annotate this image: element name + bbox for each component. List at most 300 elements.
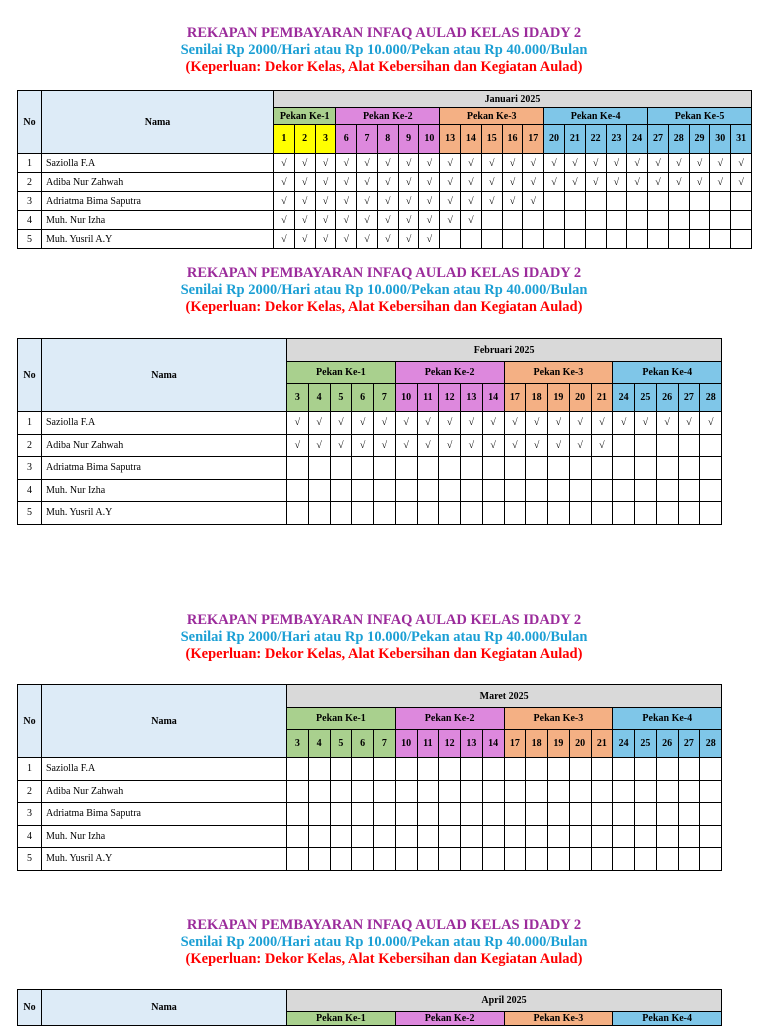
day-header: 17 <box>504 730 526 758</box>
payment-cell <box>330 825 352 848</box>
paid-check: √ <box>689 154 710 173</box>
student-name: Saziolla F.A <box>42 154 274 173</box>
payment-cell <box>678 758 700 781</box>
payment-cell <box>439 479 461 502</box>
payment-cell <box>504 502 526 525</box>
payment-cell <box>544 192 565 211</box>
payment-cell <box>635 479 657 502</box>
payment-cell <box>668 211 689 230</box>
payment-cell <box>635 457 657 480</box>
table-row <box>18 479 722 502</box>
week-header: Pekan Ke-4 <box>544 108 648 125</box>
paid-check: √ <box>548 434 570 457</box>
week-header: Pekan Ke-2 <box>395 362 504 384</box>
table-maret <box>17 684 722 871</box>
payment-cell <box>461 758 483 781</box>
row-number: 5 <box>18 502 42 525</box>
paid-check: √ <box>461 173 482 192</box>
payment-cell <box>461 479 483 502</box>
day-header: 6 <box>352 384 374 412</box>
paid-check: √ <box>274 192 295 211</box>
paid-check: √ <box>502 192 523 211</box>
day-header: 6 <box>352 730 374 758</box>
payment-cell <box>731 230 752 249</box>
day-header: 10 <box>395 384 417 412</box>
paid-check: √ <box>482 412 504 435</box>
paid-check: √ <box>439 412 461 435</box>
payment-cell <box>613 848 635 871</box>
payment-cell <box>678 780 700 803</box>
payment-cell <box>395 803 417 826</box>
day-header: 24 <box>627 125 648 154</box>
payment-cell <box>591 457 613 480</box>
day-header: 16 <box>502 125 523 154</box>
week-header: Pekan Ke-4 <box>613 708 722 730</box>
payment-cell <box>374 803 396 826</box>
payment-cell <box>504 803 526 826</box>
payment-cell <box>287 457 309 480</box>
week-header: Pekan Ke-3 <box>504 362 613 384</box>
payment-cell <box>374 758 396 781</box>
day-header: 18 <box>526 384 548 412</box>
payment-cell <box>330 758 352 781</box>
payment-cell <box>374 479 396 502</box>
paid-check: √ <box>481 192 502 211</box>
day-header: 12 <box>439 384 461 412</box>
payment-cell <box>417 803 439 826</box>
paid-check: √ <box>668 173 689 192</box>
payment-cell <box>526 848 548 871</box>
paid-check: √ <box>398 192 419 211</box>
paid-check: √ <box>591 434 613 457</box>
payment-cell <box>627 192 648 211</box>
payment-cell <box>308 502 330 525</box>
payment-cell <box>627 230 648 249</box>
payment-cell <box>287 803 309 826</box>
day-header: 14 <box>482 730 504 758</box>
payment-cell <box>417 758 439 781</box>
payment-cell <box>613 758 635 781</box>
paid-check: √ <box>315 173 336 192</box>
payment-cell <box>440 230 461 249</box>
paid-check: √ <box>377 230 398 249</box>
month-header: April 2025 <box>287 990 722 1012</box>
day-header: 24 <box>613 730 635 758</box>
paid-check: √ <box>569 412 591 435</box>
paid-check: √ <box>294 230 315 249</box>
day-header: 10 <box>395 730 417 758</box>
payment-cell <box>526 825 548 848</box>
payment-cell <box>569 780 591 803</box>
row-number: 3 <box>18 192 42 211</box>
paid-check: √ <box>585 154 606 173</box>
table-row <box>18 848 722 871</box>
row-number: 5 <box>18 230 42 249</box>
rate-text: Senilai Rp 2000/Hari atau Rp 10.000/Pekan atau Rp 40.000/Bulan <box>180 42 588 58</box>
payment-cell <box>417 848 439 871</box>
payment-cell <box>287 825 309 848</box>
payment-cell <box>656 803 678 826</box>
row-number: 4 <box>18 479 42 502</box>
week-header: Pekan Ke-1 <box>274 108 336 125</box>
payment-cell <box>569 502 591 525</box>
payment-cell <box>504 780 526 803</box>
payment-cell <box>678 825 700 848</box>
purpose-text: (Keperluan: Dekor Kelas, Alat Kebersihan dan Kegiatan Aulad) <box>185 299 583 315</box>
paid-check: √ <box>308 434 330 457</box>
paid-check: √ <box>419 173 440 192</box>
paid-check: √ <box>357 192 378 211</box>
student-name: Muh. Nur Izha <box>42 825 287 848</box>
paid-check: √ <box>731 154 752 173</box>
payment-cell <box>526 502 548 525</box>
payment-cell <box>648 211 669 230</box>
paid-check: √ <box>336 230 357 249</box>
paid-check: √ <box>481 173 502 192</box>
paid-check: √ <box>481 154 502 173</box>
paid-check: √ <box>294 211 315 230</box>
payment-cell <box>678 457 700 480</box>
payment-cell <box>700 457 722 480</box>
table-row <box>18 803 722 826</box>
payment-cell <box>330 457 352 480</box>
paid-check: √ <box>461 154 482 173</box>
day-header: 21 <box>591 730 613 758</box>
row-number: 1 <box>18 154 42 173</box>
week-header: Pekan Ke-2 <box>395 1012 504 1026</box>
payment-cell <box>308 848 330 871</box>
payment-cell <box>700 434 722 457</box>
payment-cell <box>548 479 570 502</box>
payment-cell <box>523 211 544 230</box>
paid-check: √ <box>374 412 396 435</box>
day-header: 19 <box>548 384 570 412</box>
payment-cell <box>352 825 374 848</box>
payment-cell <box>482 758 504 781</box>
col-header-no: No <box>18 990 42 1026</box>
payment-cell <box>330 780 352 803</box>
paid-check: √ <box>315 211 336 230</box>
row-number: 2 <box>18 173 42 192</box>
paid-check: √ <box>731 173 752 192</box>
day-header: 13 <box>461 384 483 412</box>
payment-cell <box>548 457 570 480</box>
paid-check: √ <box>461 434 483 457</box>
payment-cell <box>308 758 330 781</box>
payment-cell <box>308 803 330 826</box>
student-name: Saziolla F.A <box>42 758 287 781</box>
paid-check: √ <box>398 230 419 249</box>
paid-check: √ <box>710 154 731 173</box>
payment-cell <box>569 803 591 826</box>
day-header: 18 <box>526 730 548 758</box>
payment-cell <box>569 758 591 781</box>
payment-cell <box>613 479 635 502</box>
report-title: REKAPAN PEMBAYARAN INFAQ AULAD KELAS IDADY 2 <box>186 265 582 281</box>
payment-cell <box>461 780 483 803</box>
payment-cell <box>395 848 417 871</box>
paid-check: √ <box>419 211 440 230</box>
payment-cell <box>678 848 700 871</box>
payment-cell <box>439 758 461 781</box>
row-number: 3 <box>18 803 42 826</box>
payment-cell <box>544 230 565 249</box>
payment-cell <box>656 848 678 871</box>
paid-check: √ <box>419 192 440 211</box>
paid-check: √ <box>330 412 352 435</box>
day-header: 11 <box>417 730 439 758</box>
payment-cell <box>308 780 330 803</box>
payment-cell <box>352 479 374 502</box>
report-title: REKAPAN PEMBAYARAN INFAQ AULAD KELAS IDADY 2 <box>186 25 582 41</box>
paid-check: √ <box>648 154 669 173</box>
student-name: Muh. Nur Izha <box>42 479 287 502</box>
payment-cell <box>548 803 570 826</box>
report-title: REKAPAN PEMBAYARAN INFAQ AULAD KELAS IDADY 2 <box>186 612 582 628</box>
payment-cell <box>635 848 657 871</box>
payment-cell <box>482 457 504 480</box>
week-header: Pekan Ke-4 <box>613 362 722 384</box>
payment-cell <box>700 848 722 871</box>
paid-check: √ <box>398 154 419 173</box>
table-februari <box>17 338 722 525</box>
paid-check: √ <box>352 434 374 457</box>
paid-check: √ <box>357 154 378 173</box>
payment-cell <box>504 825 526 848</box>
payment-cell <box>439 457 461 480</box>
table-row <box>18 825 722 848</box>
day-header: 7 <box>374 730 396 758</box>
paid-check: √ <box>526 412 548 435</box>
paid-check: √ <box>635 412 657 435</box>
payment-cell <box>648 230 669 249</box>
payment-cell <box>439 502 461 525</box>
payment-cell <box>710 211 731 230</box>
payment-cell <box>689 211 710 230</box>
paid-check: √ <box>440 192 461 211</box>
payment-cell <box>395 825 417 848</box>
payment-cell <box>395 758 417 781</box>
paid-check: √ <box>689 173 710 192</box>
payment-cell <box>439 803 461 826</box>
day-header: 15 <box>481 125 502 154</box>
payment-cell <box>504 457 526 480</box>
payment-cell <box>591 803 613 826</box>
payment-cell <box>287 479 309 502</box>
payment-cell <box>548 758 570 781</box>
paid-check: √ <box>287 412 309 435</box>
paid-check: √ <box>439 434 461 457</box>
day-header: 26 <box>656 384 678 412</box>
paid-check: √ <box>648 173 669 192</box>
payment-cell <box>585 230 606 249</box>
payment-cell <box>481 230 502 249</box>
payment-cell <box>585 192 606 211</box>
table-row <box>18 758 722 781</box>
paid-check: √ <box>502 173 523 192</box>
payment-cell <box>504 479 526 502</box>
col-header-no: No <box>18 339 42 412</box>
payment-cell <box>482 803 504 826</box>
payment-cell <box>613 502 635 525</box>
payment-cell <box>700 825 722 848</box>
day-header: 27 <box>678 384 700 412</box>
payment-cell <box>526 758 548 781</box>
payment-cell <box>502 230 523 249</box>
payment-cell <box>656 780 678 803</box>
paid-check: √ <box>294 173 315 192</box>
rate-text: Senilai Rp 2000/Hari atau Rp 10.000/Pekan atau Rp 40.000/Bulan <box>180 934 588 950</box>
paid-check: √ <box>377 211 398 230</box>
header-maret <box>0 612 768 663</box>
payment-cell <box>374 780 396 803</box>
paid-check: √ <box>613 412 635 435</box>
paid-check: √ <box>308 412 330 435</box>
paid-check: √ <box>440 173 461 192</box>
paid-check: √ <box>315 192 336 211</box>
day-header: 17 <box>523 125 544 154</box>
student-name: Adiba Nur Zahwah <box>42 173 274 192</box>
payment-cell <box>678 434 700 457</box>
row-number: 3 <box>18 457 42 480</box>
payment-cell <box>627 211 648 230</box>
paid-check: √ <box>398 211 419 230</box>
day-header: 19 <box>548 730 570 758</box>
paid-check: √ <box>352 412 374 435</box>
payment-cell <box>352 803 374 826</box>
paid-check: √ <box>700 412 722 435</box>
paid-check: √ <box>548 412 570 435</box>
student-name: Adiba Nur Zahwah <box>42 780 287 803</box>
paid-check: √ <box>564 173 585 192</box>
paid-check: √ <box>564 154 585 173</box>
paid-check: √ <box>461 211 482 230</box>
week-header: Pekan Ke-4 <box>613 1012 722 1026</box>
month-header: Maret 2025 <box>287 685 722 708</box>
payment-cell <box>678 502 700 525</box>
day-header: 28 <box>700 384 722 412</box>
day-header: 28 <box>700 730 722 758</box>
payment-cell <box>287 758 309 781</box>
day-header: 7 <box>357 125 378 154</box>
paid-check: √ <box>523 154 544 173</box>
payment-cell <box>569 825 591 848</box>
payment-cell <box>481 211 502 230</box>
payment-cell <box>700 803 722 826</box>
paid-check: √ <box>395 412 417 435</box>
header-januari <box>0 25 768 76</box>
table-row <box>18 192 752 211</box>
table-april <box>17 989 722 1026</box>
paid-check: √ <box>710 173 731 192</box>
payment-cell <box>656 457 678 480</box>
paid-check: √ <box>504 412 526 435</box>
payment-cell <box>526 803 548 826</box>
day-header: 3 <box>315 125 336 154</box>
payment-cell <box>569 457 591 480</box>
payment-cell <box>635 803 657 826</box>
row-number: 2 <box>18 434 42 457</box>
payment-cell <box>395 457 417 480</box>
table-januari <box>17 90 752 249</box>
paid-check: √ <box>668 154 689 173</box>
paid-check: √ <box>569 434 591 457</box>
payment-cell <box>710 192 731 211</box>
payment-cell <box>569 479 591 502</box>
paid-check: √ <box>336 192 357 211</box>
payment-cell <box>482 848 504 871</box>
payment-cell <box>613 457 635 480</box>
day-header: 30 <box>710 125 731 154</box>
payment-cell <box>417 457 439 480</box>
week-header: Pekan Ke-1 <box>287 1012 396 1026</box>
payment-cell <box>656 479 678 502</box>
payment-cell <box>417 825 439 848</box>
week-header: Pekan Ke-1 <box>287 708 396 730</box>
rate-text: Senilai Rp 2000/Hari atau Rp 10.000/Pekan atau Rp 40.000/Bulan <box>180 629 588 645</box>
col-header-nama: Nama <box>42 685 287 758</box>
payment-cell <box>461 230 482 249</box>
header-april <box>0 917 768 968</box>
day-header: 20 <box>569 730 591 758</box>
day-header: 20 <box>544 125 565 154</box>
day-header: 1 <box>274 125 295 154</box>
payment-cell <box>330 479 352 502</box>
day-header: 2 <box>294 125 315 154</box>
payment-cell <box>635 434 657 457</box>
week-header: Pekan Ke-5 <box>648 108 752 125</box>
payment-cell <box>482 780 504 803</box>
day-header: 7 <box>374 384 396 412</box>
payment-cell <box>526 780 548 803</box>
payment-cell <box>606 211 627 230</box>
table-row <box>18 434 722 457</box>
payment-cell <box>461 848 483 871</box>
col-header-nama: Nama <box>42 339 287 412</box>
paid-check: √ <box>336 211 357 230</box>
table-row <box>18 412 722 435</box>
student-name: Adiba Nur Zahwah <box>42 434 287 457</box>
payment-cell <box>439 848 461 871</box>
paid-check: √ <box>294 192 315 211</box>
payment-cell <box>308 457 330 480</box>
day-header: 4 <box>308 384 330 412</box>
paid-check: √ <box>287 434 309 457</box>
payment-cell <box>606 192 627 211</box>
paid-check: √ <box>294 154 315 173</box>
day-header: 29 <box>689 125 710 154</box>
payment-cell <box>461 502 483 525</box>
month-header: Februari 2025 <box>287 339 722 362</box>
table-row <box>18 780 722 803</box>
payment-cell <box>395 502 417 525</box>
payment-cell <box>656 434 678 457</box>
payment-cell <box>439 825 461 848</box>
day-header: 26 <box>656 730 678 758</box>
payment-cell <box>461 825 483 848</box>
table-row <box>18 502 722 525</box>
payment-cell <box>482 502 504 525</box>
student-name: Muh. Yusril A.Y <box>42 848 287 871</box>
paid-check: √ <box>544 173 565 192</box>
payment-cell <box>613 825 635 848</box>
row-number: 1 <box>18 758 42 781</box>
table-row <box>18 457 722 480</box>
row-number: 1 <box>18 412 42 435</box>
paid-check: √ <box>357 211 378 230</box>
day-header: 25 <box>635 730 657 758</box>
col-header-no: No <box>18 91 42 154</box>
